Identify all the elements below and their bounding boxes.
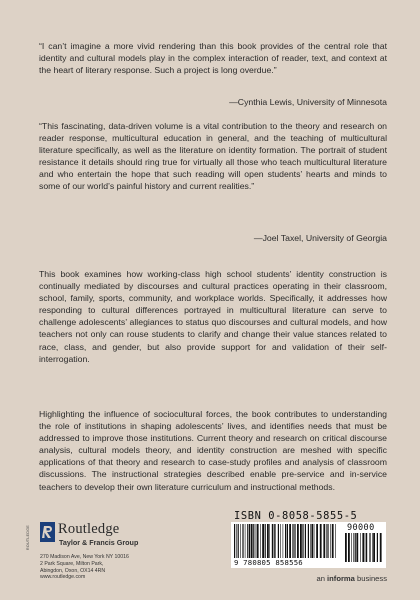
tagline-prefix: an	[316, 574, 328, 583]
barcode-bar	[351, 533, 352, 562]
barcode-bar	[249, 524, 250, 558]
barcode-bar	[353, 533, 354, 562]
publisher-address	[40, 554, 129, 581]
barcode-bar	[253, 524, 254, 558]
barcode-bar	[234, 524, 235, 558]
barcode-bar	[275, 524, 276, 558]
barcode-bar	[373, 533, 375, 562]
barcode-bar	[362, 533, 364, 562]
barcode-bar	[326, 524, 327, 558]
address-line: www.routledge.com	[40, 574, 86, 581]
barcode-bar	[345, 533, 347, 562]
barcode-bar	[283, 524, 284, 558]
barcode-bar	[292, 524, 293, 558]
barcode-bar	[365, 533, 366, 562]
barcode-bar	[330, 524, 331, 558]
barcode-bar	[297, 524, 299, 558]
barcode-bar	[305, 524, 306, 558]
address-line: Abingdon, Oxon, OX14 4RN	[40, 567, 106, 574]
barcode-bar	[260, 524, 261, 558]
barcode-bar	[323, 524, 325, 558]
barcode-bar	[320, 524, 322, 558]
barcode-bar	[257, 524, 259, 558]
routledge-logo-icon	[40, 522, 55, 542]
barcode-bar	[372, 533, 373, 562]
barcode-bar	[251, 524, 253, 558]
barcode-bar	[316, 524, 318, 558]
barcode-bar	[377, 533, 378, 562]
barcode-bar	[285, 524, 286, 558]
barcode-bar	[332, 524, 334, 558]
addon-barcode-bars	[345, 533, 383, 562]
endorsement-quote-2: “This fascinating, data-driven volume is a vital contribution to the theory and research on reader response, multicultural education in general, and the teaching of multicultural literature specifically, as well as the literature on identity formation. The portrait of student resistance it details should ring true for virtually all those who teach multicultural literature and who entertain the hope that such reading will open students’ hearts and minds to some of our world’s painful history and current realities.”	[39, 121, 387, 192]
barcode-addon-digits: 90000	[347, 523, 375, 533]
endorsement-attribution-1: —Cynthia Lewis, University of Minnesota	[229, 97, 387, 107]
publisher-vertical-label: ROUTLEDGE	[26, 524, 30, 550]
endorsement-attribution-2: —Joel Taxel, University of Georgia	[253, 233, 387, 243]
barcode-bar	[380, 533, 382, 562]
barcode-bar	[370, 533, 371, 562]
barcode-bar	[240, 524, 241, 558]
barcode-bar	[369, 533, 370, 562]
address-line: 270 Madison Ave, New York NY 10016	[40, 554, 129, 560]
barcode-bar	[274, 524, 275, 558]
barcode	[231, 522, 386, 568]
publisher-subtitle: Taylor & Francis Group	[59, 538, 139, 547]
barcode-bar	[287, 524, 288, 558]
ean-digits: 9 780805 858556	[234, 558, 303, 567]
barcode-bar	[311, 524, 313, 558]
barcode-bar	[295, 524, 296, 558]
barcode-bar	[236, 524, 237, 558]
description-paragraph-1: This book examines how working-class high school students’ identity construction is continually mediated by discourses and cultural practices operating in their classroom, school, family, sports, community, and workplace worlds. Specifically, it addresses how responding to cultural differences portrayed in multicultural literature can serve to challenge adolescents’ allegiances to status quo discourses and cultural models, and how teachers not only can rouse students to clarify and change their value stances related to race, class, and gender, but also provide support for and validation of their self-interrogation.	[39, 269, 387, 364]
tagline-brand: informa	[327, 574, 355, 583]
ean-barcode-bars	[234, 524, 338, 558]
barcode-bar	[328, 524, 329, 558]
barcode-bar	[245, 524, 246, 558]
barcode-bar	[360, 533, 361, 562]
barcode-bar	[278, 524, 279, 558]
barcode-bar	[267, 524, 269, 558]
barcode-bar	[302, 524, 303, 558]
barcode-bar	[348, 533, 350, 562]
barcode-bar	[256, 524, 257, 558]
barcode-bar	[314, 524, 315, 558]
barcode-bar	[310, 524, 311, 558]
informa-tagline	[316, 574, 387, 583]
tagline-suffix: business	[354, 574, 387, 583]
barcode-bar	[366, 533, 367, 562]
barcode-bar	[289, 524, 291, 558]
barcode-bar	[293, 524, 294, 558]
endorsement-quote-1: “I can’t imagine a more vivid rendering than this book provides of the central role that identity and cultural models play in the complex interaction of reader, text, and context at the heart of literary response. Such a project is long overdue.”	[39, 41, 387, 76]
barcode-bar	[272, 524, 273, 558]
publisher-name: Routledge	[58, 521, 120, 537]
barcode-bar	[280, 524, 281, 558]
barcode-bar	[242, 524, 243, 558]
barcode-bar	[247, 524, 248, 558]
barcode-bar	[262, 524, 264, 558]
barcode-bar	[300, 524, 302, 558]
barcode-bar	[355, 533, 356, 562]
barcode-bar	[265, 524, 266, 558]
description-paragraph-2: Highlighting the influence of sociocultural forces, the book contributes to understanding the role of institutions in shaping adolescents’ lives, and identifies needs that must be addressed to improve those institutions. Current theory and research on critical discourse analysis, cultural models theory, and identity construction are meshed with specific applications of that theory and research to case-study profiles and analysis of classroom discussions. The instructional strategies described enable pre-service and in-service teachers to develop their own literature curriculum and instructional methods.	[39, 409, 387, 492]
barcode-bar	[308, 524, 309, 558]
barcode-bar	[269, 524, 270, 558]
barcode-bar	[238, 524, 239, 558]
barcode-bar	[335, 524, 336, 558]
address-line: 2 Park Square, Milton Park,	[40, 560, 104, 567]
barcode-bar	[356, 533, 358, 562]
isbn-label: ISBN 0-8058-5855-5	[234, 510, 358, 522]
